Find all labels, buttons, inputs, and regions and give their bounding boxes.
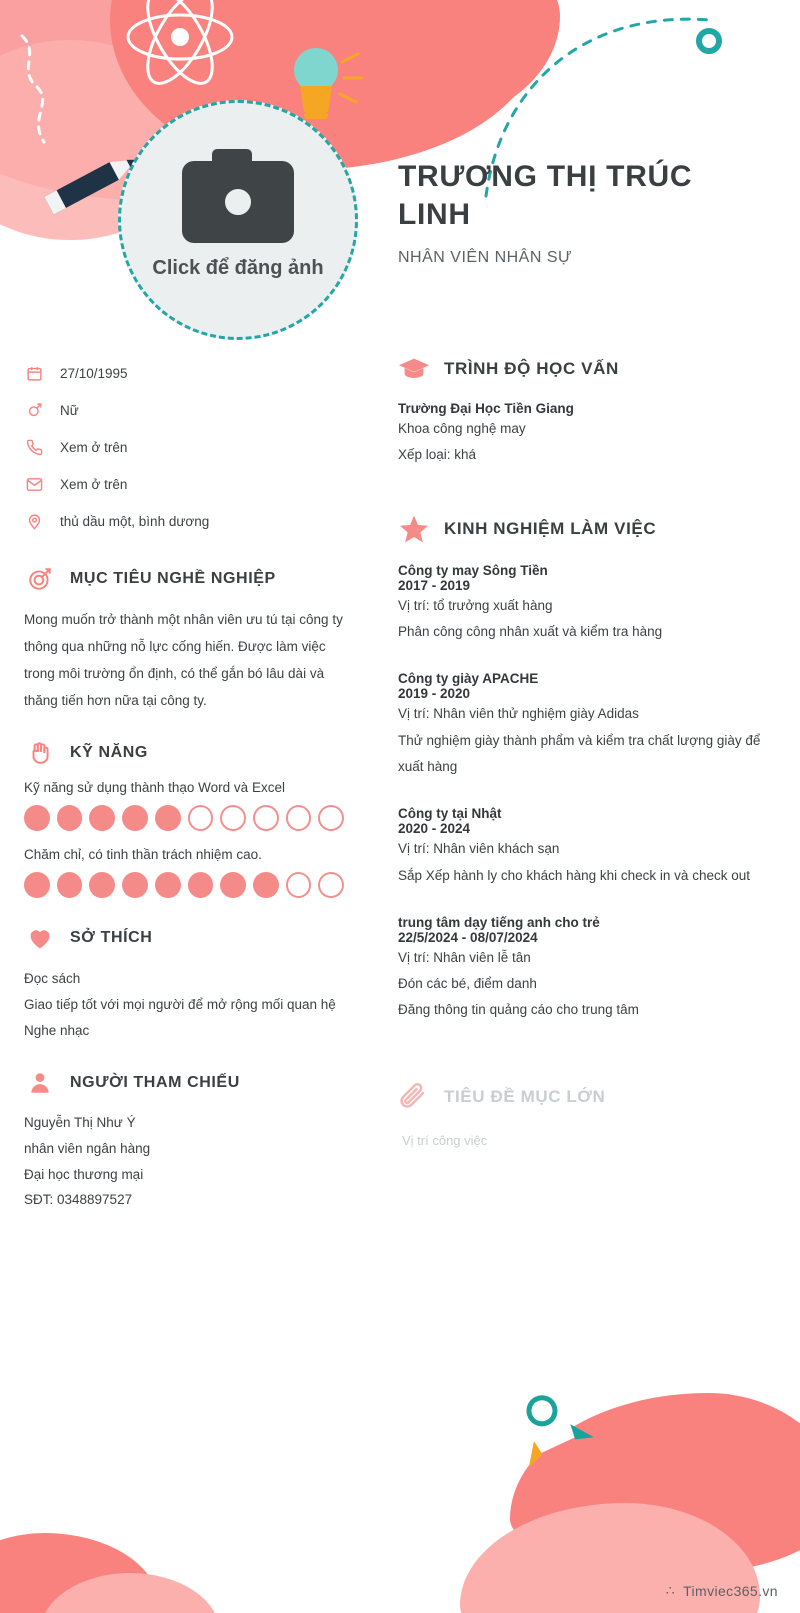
rating-dot: [122, 805, 148, 831]
experience-item: [398, 915, 770, 1024]
hobby-line: Nghe nhạc: [24, 1022, 90, 1038]
contact-value: thủ dầu một, bình dương: [60, 514, 210, 529]
photo-upload-label: Click để đăng ảnh: [152, 256, 324, 279]
experience-org: Công ty giày APACHE: [398, 671, 539, 687]
rating-dot: [188, 805, 214, 831]
gender-icon: [24, 402, 44, 419]
graduation-cap-icon: [398, 355, 430, 383]
section-header-objective: [24, 566, 344, 592]
rating-dot: [286, 872, 312, 898]
experience-date: 2020 - 2024: [398, 821, 471, 837]
experience-line: Phân công công nhân xuất và kiểm tra hàng: [398, 623, 663, 639]
hand-icon: [24, 740, 56, 766]
placeholder-section-subtitle: Vị trí công việc: [402, 1132, 488, 1148]
section-header-education: [398, 355, 770, 383]
experience-org: trung tâm dạy tiếng anh cho trẻ: [398, 914, 600, 930]
star-icon: [398, 513, 430, 545]
rating-dot: [57, 872, 83, 898]
hobby-line: Giao tiếp tốt với mọi người để mở rộng mối quan hệ: [24, 996, 336, 1012]
contact-value: 27/10/1995: [60, 366, 128, 381]
squiggle-icon: [10, 30, 100, 150]
section-title: MỤC TIÊU NGHỀ NGHIỆP: [70, 570, 276, 587]
photo-upload-area[interactable]: [118, 100, 358, 340]
brand-label: Timviec365.vn: [683, 1582, 778, 1599]
section-title: KINH NGHIỆM LÀM VIỆC: [444, 518, 657, 538]
rating-dot: [24, 805, 50, 831]
contact-value: Xem ở trên: [60, 477, 128, 492]
atom-icon: [120, 0, 240, 92]
rating-dot: [122, 872, 148, 898]
education-line: Xếp loại: khá: [398, 447, 477, 463]
rating-dot: [89, 872, 115, 898]
section-header-reference: [24, 1070, 344, 1096]
reference-line: SĐT: 0348897527: [24, 1192, 133, 1208]
skill-rating: [24, 872, 344, 898]
rating-dot: [318, 872, 344, 898]
section-title: TRÌNH ĐỘ HỌC VẤN: [444, 359, 619, 378]
section-header-experience: [398, 513, 770, 545]
rocket-icon: [470, 1363, 630, 1493]
experience-line: Đăng thông tin quảng cáo cho trung tâm: [398, 1002, 639, 1018]
rating-dot: [318, 805, 344, 831]
email-icon: [24, 476, 44, 493]
right-column: [398, 355, 770, 1148]
section-header-hobbies: [24, 924, 344, 952]
contact-item-email: [24, 466, 344, 503]
experience-org: Công ty tại Nhật: [398, 806, 502, 822]
hobby-line: Đọc sách: [24, 971, 81, 986]
section-title: NGƯỜI THAM CHIẾU: [70, 1073, 240, 1091]
circle-outline-icon: [696, 28, 722, 54]
candidate-job-title: NHÂN VIÊN NHÂN SỰ: [398, 248, 573, 266]
rating-dot: [89, 805, 115, 831]
phone-icon: [24, 439, 44, 456]
target-icon: [24, 566, 56, 592]
section-header-skills: [24, 740, 344, 766]
reference-line: Nguyễn Thị Như Ý: [24, 1114, 136, 1130]
rating-dot: [188, 872, 214, 898]
experience-line: Vị trí: Nhân viên thử nghiệm giày Adidas: [398, 706, 639, 722]
paperclip-icon: [398, 1080, 428, 1115]
contact-item-address: [24, 503, 344, 540]
left-column: [24, 355, 344, 1213]
contact-value: Nữ: [60, 403, 79, 418]
education-line: Khoa công nghệ may: [398, 421, 526, 436]
name-block: [398, 158, 768, 267]
reference-line: nhân viên ngân hàng: [24, 1140, 151, 1156]
rating-dot: [155, 805, 181, 831]
experience-line: Vị trí: Nhân viên khách sạn: [398, 841, 560, 857]
contact-item-gender: [24, 392, 344, 429]
experience-line: Vị trí: Nhân viên lễ tân: [398, 949, 531, 965]
contact-item-phone: [24, 429, 344, 466]
section-header-placeholder[interactable]: [398, 1080, 770, 1115]
rating-dot: [155, 872, 181, 898]
heart-icon: [24, 924, 56, 952]
experience-line: Sắp Xếp hành ly cho khách hàng khi check in và check out: [398, 867, 750, 883]
skill-label: Chăm chỉ, có tinh thần trách nhiệm cao.: [24, 847, 262, 862]
section-title: KỸ NĂNG: [70, 744, 148, 761]
experience-date: 2017 - 2019: [398, 577, 471, 593]
section-title: SỞ THÍCH: [70, 929, 153, 946]
rating-dot: [57, 805, 83, 831]
footer-decoration: [0, 1313, 800, 1613]
objective-text: Mong muốn trở thành một nhân viên ưu tú tại công ty thông qua những nỗ lực cống hiến. Được làm việc trong môi trường ổn định, có thể gắn bó lâu dài và thăng tiến hơn nữa tại công ty.: [24, 612, 343, 708]
experience-line: Thử nghiệm giày thành phẩm và kiểm tra chất lượng giày để xuất hàng: [398, 732, 761, 774]
rating-dot: [253, 872, 279, 898]
reference-line: Đại học thương mại: [24, 1166, 144, 1182]
experience-line: Vị trí: tổ trưởng xuất hàng: [398, 597, 553, 613]
education-school: Trường Đại Học Tiền Giang: [398, 401, 574, 416]
rating-dot: [24, 872, 50, 898]
calendar-icon: [24, 365, 44, 382]
experience-item: [398, 671, 770, 780]
camera-icon: [182, 161, 294, 243]
experience-org: Công ty may Sông Tiền: [398, 562, 548, 578]
person-icon: [24, 1070, 56, 1096]
experience-date: 22/5/2024 - 08/07/2024: [398, 929, 538, 945]
candidate-name: TRƯƠNG THỊ TRÚC LINH: [398, 160, 693, 232]
rating-dot: [286, 805, 312, 831]
contact-item-birthday: [24, 355, 344, 392]
brand-dots-icon: ∴: [665, 1582, 676, 1598]
contact-value: Xem ở trên: [60, 440, 128, 455]
experience-item: [398, 563, 770, 646]
rating-dot: [253, 805, 279, 831]
skill-label: Kỹ năng sử dụng thành thạo Word và Excel: [24, 780, 285, 795]
rating-dot: [220, 872, 246, 898]
experience-date: 2019 - 2020: [398, 686, 471, 702]
brand-watermark: [666, 1582, 778, 1599]
skill-rating: [24, 805, 344, 831]
experience-line: Đón các bé, điểm danh: [398, 976, 537, 992]
rating-dot: [220, 805, 246, 831]
experience-item: [398, 806, 770, 889]
placeholder-section-title: TIÊU ĐỀ MỤC LỚN: [444, 1087, 606, 1107]
location-icon: [24, 513, 44, 530]
camera-lens-icon: [217, 181, 259, 223]
